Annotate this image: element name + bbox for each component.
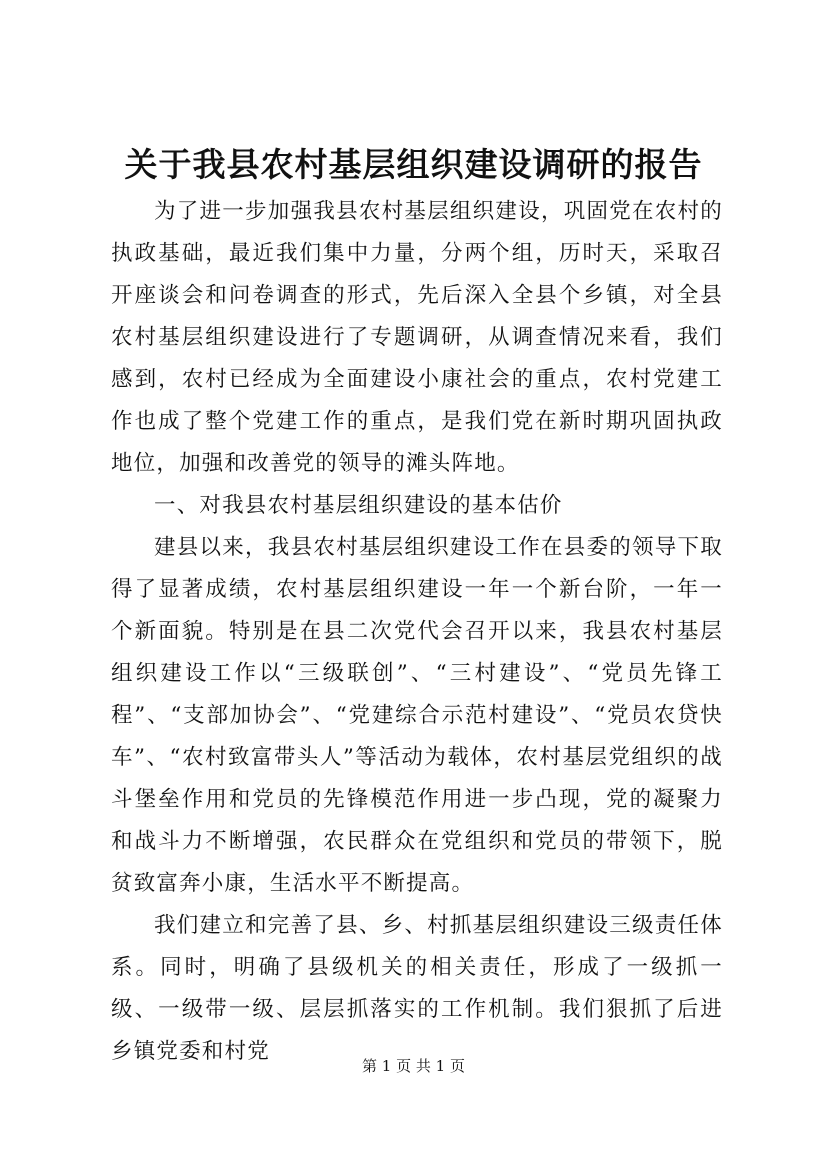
paragraph-achievements: 建县以来，我县农村基层组织建设工作在县委的领导下取得了显著成绩，农村基层组织建设一年一个新台阶，一年一个新面貌。特别是在县二次党代会召开以来，我县农村基层组织建设工作以“三级联创”、“三村建设”、“党员先锋工程”、“支部加协会”、“党建综合示范村建设”、“党员农贷快车”、“农村致富带头人”等活动为载体，农村基层党组织的战斗堡垒作用和党员的先锋模范作用进一步凸现，党的凝聚力和战斗力不断增强，农民群众在党组织和党员的带领下，脱贫致富奔小康，生活水平不断提高。 xyxy=(111,535,723,896)
paragraph-intro: 为了进一步加强我县农村基层组织建设，巩固党在农村的执政基础，最近我们集中力量，分两个组，历时天，采取召开座谈会和问卷调查的形式，先后深入全县个乡镇，对全县农村基层组织建设进行了专题调研，从调查情况来看，我们感到，农村已经成为全面建设小康社会的重点，农村党建工作也成了整个党建工作的重点，是我们党在新时期巩固执政地位，加强和改善党的领导的滩头阵地。 xyxy=(111,199,723,476)
page-footer: 第 1 页 共 1 页 xyxy=(362,1057,465,1075)
section-heading: 一、对我县农村基层组织建设的基本估价 xyxy=(154,493,563,518)
paragraph-responsibility: 我们建立和完善了县、乡、村抓基层组织建设三级责任体系。同时，明确了县级机关的相关责任，形成了一级抓一级、一级带一级、层层抓落实的工作机制。我们狠抓了后进乡镇党委和村党 xyxy=(111,913,723,1064)
document-title: 关于我县农村基层组织建设调研的报告 xyxy=(124,145,703,184)
document-body xyxy=(111,191,723,1073)
